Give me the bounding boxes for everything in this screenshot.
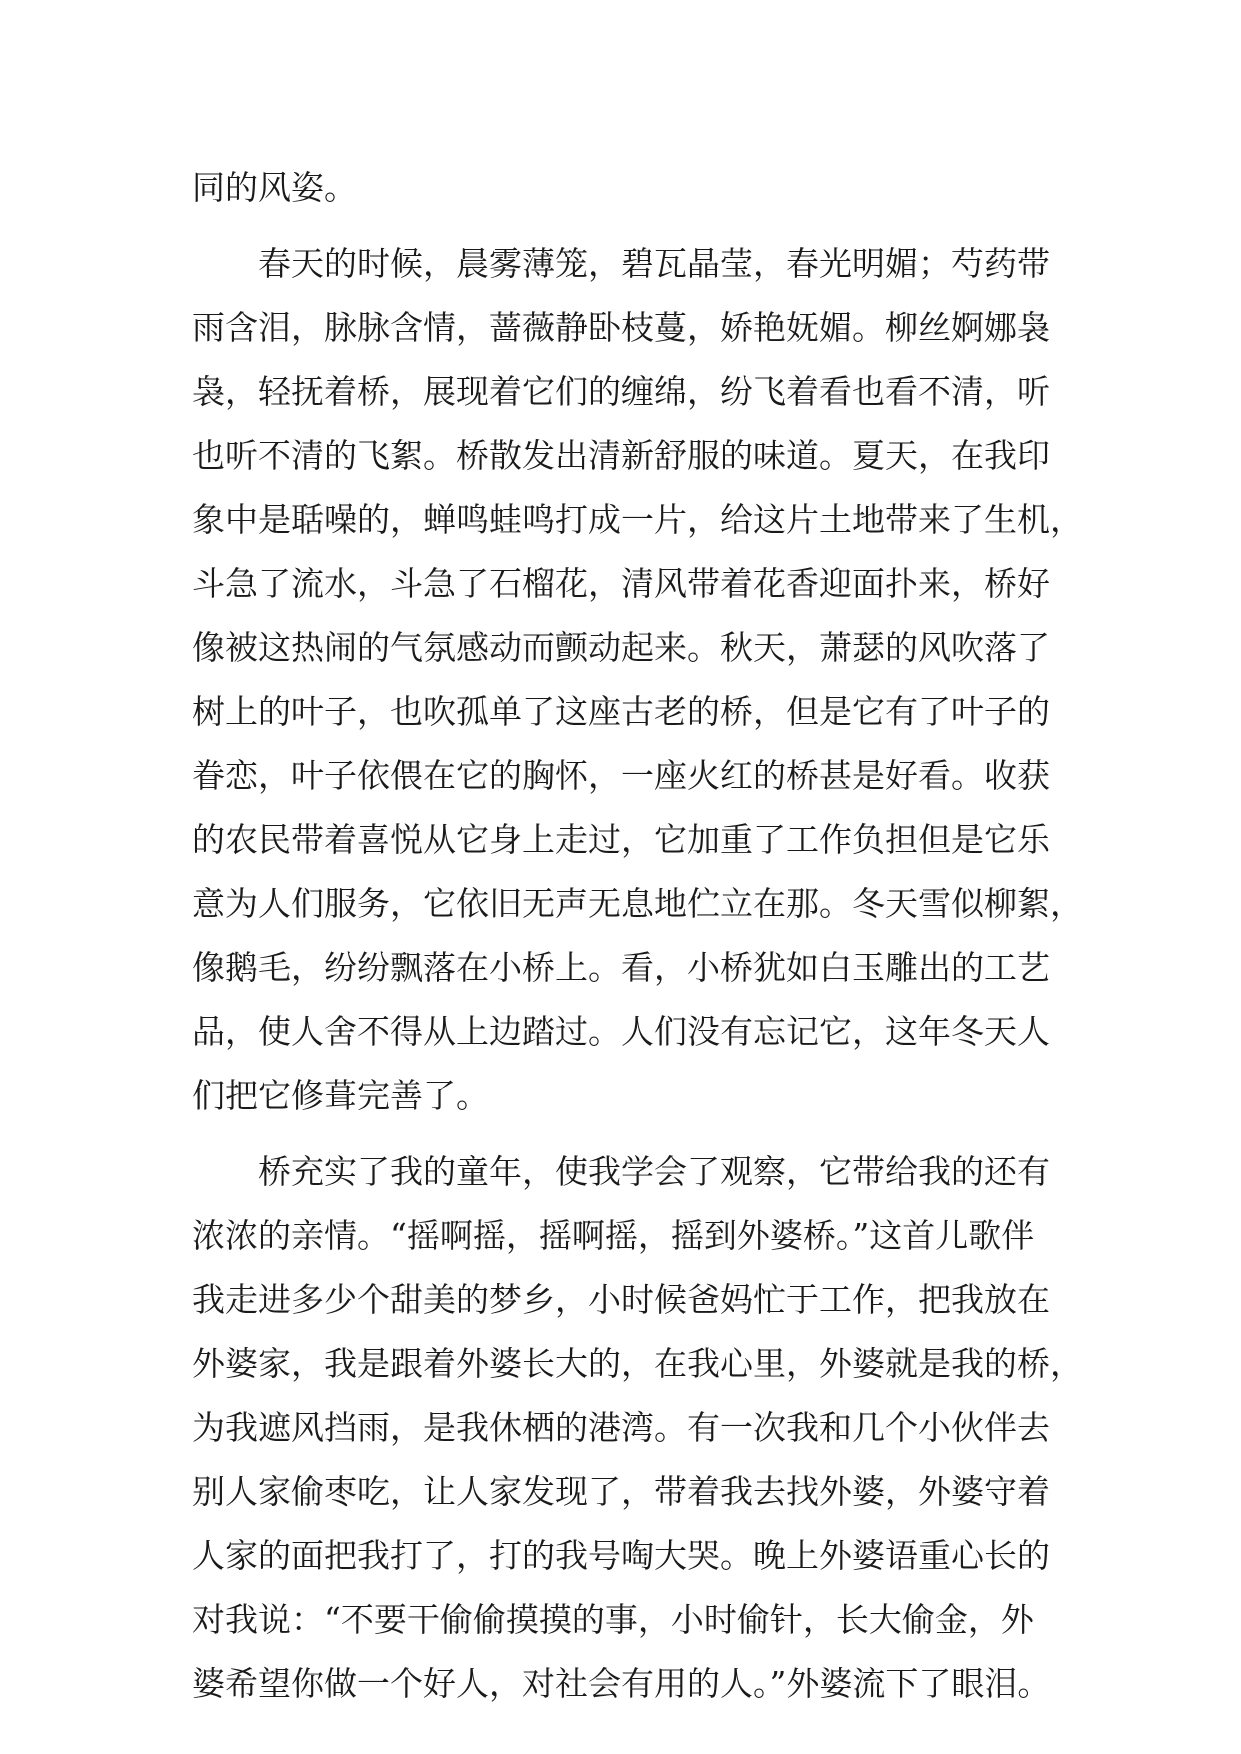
text-line: 为我遮风挡雨，是我休栖的港湾。有一次我和几个小伙伴去	[192, 1408, 1050, 1447]
text-line: 桥充实了我的童年，使我学会了观察，它带给我的还有	[258, 1152, 1050, 1191]
text-line: 婆希望你做一个好人，对社会有用的人。”外婆流下了眼泪。	[192, 1664, 1051, 1703]
text-line: 象中是聒噪的，蝉鸣蛙鸣打成一片，给这片土地带来了生机，	[192, 500, 1083, 539]
text-line: 袅，轻抚着桥，展现着它们的缠绵，纷飞着看也看不清，听	[192, 372, 1050, 411]
text-line: 品，使人舍不得从上边踏过。人们没有忘记它，这年冬天人	[192, 1012, 1050, 1051]
text-line: 像被这热闹的气氛感动而颤动起来。秋天，萧瑟的风吹落了	[192, 628, 1050, 667]
text-line: 人家的面把我打了，打的我号啕大哭。晚上外婆语重心长的	[192, 1536, 1050, 1575]
text-line: 浓浓的亲情。“摇啊摇，摇啊摇，摇到外婆桥。”这首儿歌伴	[192, 1216, 1035, 1255]
text-line: 的农民带着喜悦从它身上走过，它加重了工作负担但是它乐	[192, 820, 1050, 859]
text-line: 们把它修葺完善了。	[192, 1076, 489, 1115]
text-line: 雨含泪，脉脉含情，蔷薇静卧枝蔓，娇艳妩媚。柳丝婀娜袅	[192, 308, 1050, 347]
paragraph-2	[192, 232, 1083, 1128]
text-line: 别人家偷枣吃，让人家发现了，带着我去找外婆，外婆守着	[192, 1472, 1050, 1511]
text-line: 意为人们服务，它依旧无声无息地伫立在那。冬天雪似柳絮，	[192, 884, 1083, 923]
text-line: 同的风姿。	[192, 168, 357, 207]
text-line: 对我说：“不要干偷偷摸摸的事，小时偷针，长大偷金，外	[192, 1600, 1034, 1639]
text-line: 也听不清的飞絮。桥散发出清新舒服的味道。夏天，在我印	[192, 436, 1050, 475]
text-line: 春天的时候，晨雾薄笼，碧瓦晶莹，春光明媚；芍药带	[258, 244, 1050, 283]
text-line: 眷恋，叶子依偎在它的胸怀，一座火红的桥甚是好看。收获	[192, 756, 1050, 795]
paragraph-3	[192, 1140, 1083, 1716]
text-line: 外婆家，我是跟着外婆长大的，在我心里，外婆就是我的桥，	[192, 1344, 1083, 1383]
text-line: 我走进多少个甜美的梦乡，小时候爸妈忙于工作，把我放在	[192, 1280, 1050, 1319]
paragraph-1	[192, 156, 1072, 220]
text-line: 像鹅毛，纷纷飘落在小桥上。看，小桥犹如白玉雕出的工艺	[192, 948, 1050, 987]
essay-body	[192, 156, 1083, 1716]
text-line: 树上的叶子，也吹孤单了这座古老的桥，但是它有了叶子的	[192, 692, 1050, 731]
text-line: 斗急了流水，斗急了石榴花，清风带着花香迎面扑来，桥好	[192, 564, 1050, 603]
